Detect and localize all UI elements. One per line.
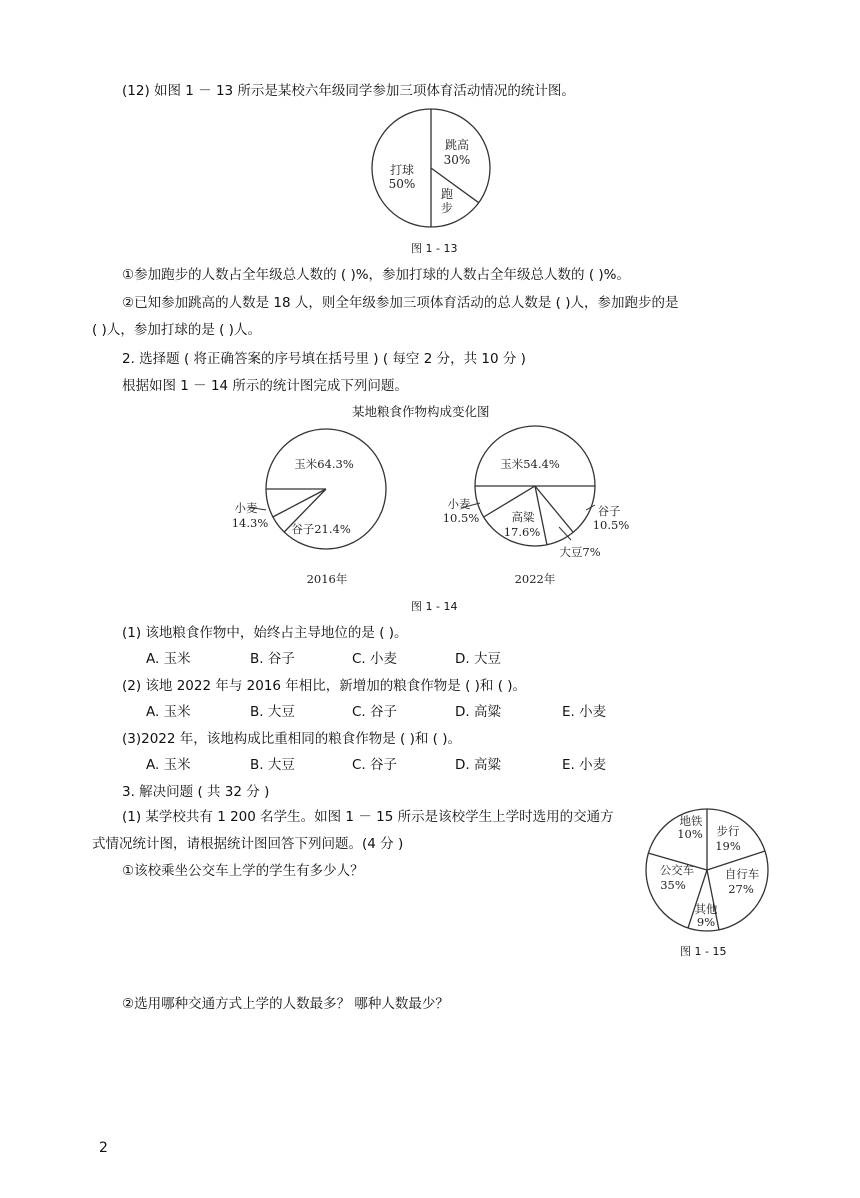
sec2-title: 2. 选择题 ( 将正确答案的序号填在括号里 ) ( 每空 2 分，共 10 分 ) bbox=[122, 351, 526, 367]
pie2022-wheat-name: 小麦 bbox=[447, 497, 471, 511]
sec2-q3-opt-d: D. 高粱 bbox=[455, 757, 501, 773]
pie2022-corn: 玉米54.4% bbox=[500, 457, 560, 471]
pie2022-sorghum-name: 高粱 bbox=[511, 510, 535, 524]
caption-1-15: 图 1 - 15 bbox=[680, 945, 727, 958]
sec2-q3-opt-c: C. 谷子 bbox=[352, 757, 398, 773]
sec2-q2: (2) 该地 2022 年与 2016 年相比，新增加的粮食作物是 ( )和 ( )。 bbox=[122, 678, 527, 694]
pie2016-millet: 谷子21.4% bbox=[291, 522, 351, 536]
sec2-q2-opt-e: E. 小麦 bbox=[562, 704, 607, 720]
pie2022-millet-pct: 10.5% bbox=[592, 518, 630, 532]
q12-line2: ②已知参加跳高的人数是 18 人，则全年级参加三项体育活动的总人数是 ( )人，参加跑步的是 bbox=[122, 295, 679, 311]
sec3-q2: ②选用哪种交通方式上学的人数最多？ 哪种人数最少？ bbox=[122, 996, 449, 1012]
sec2-q3-opt-b: B. 大豆 bbox=[250, 757, 295, 773]
sec2-q1-opt-c: C. 小麦 bbox=[352, 651, 398, 667]
pie2022-wheat-pct: 10.5% bbox=[442, 511, 480, 525]
pie2016-wheat-pct: 14.3% bbox=[231, 516, 269, 530]
sec2-q3-opt-e: E. 小麦 bbox=[562, 757, 607, 773]
sec2-q3: (3)2022 年，该地构成比重相同的粮食作物是 ( )和 ( )。 bbox=[122, 731, 462, 747]
pie3-subway-pct: 10% bbox=[677, 827, 703, 841]
sec2-q1-opt-b: B. 谷子 bbox=[250, 651, 295, 667]
pie3-subway-name: 地铁 bbox=[679, 814, 703, 828]
pie-chart-1-15 bbox=[645, 808, 769, 932]
sec3-title: 3. 解决问题 ( 共 32 分 ) bbox=[122, 784, 270, 800]
pie3-other-name: 其他 bbox=[694, 902, 718, 916]
pie2016-year: 2016年 bbox=[306, 572, 348, 586]
chart-title: 某地粮食作物构成变化图 bbox=[352, 404, 490, 419]
pie-label-paobu-1: 跑 bbox=[440, 187, 454, 201]
pie-chart-2022 bbox=[435, 428, 635, 598]
caption-1-13: 图 1 - 13 bbox=[411, 242, 458, 255]
q12-line1: ①参加跑步的人数占全年级总人数的 ( )%，参加打球的人数占全年级总人数的 ( )%。 bbox=[122, 267, 630, 283]
pie-chart-1-13 bbox=[371, 108, 491, 228]
page-number: 2 bbox=[99, 1140, 108, 1156]
pie2022-year: 2022年 bbox=[514, 572, 556, 586]
q12-line3: ( )人，参加打球的是 ( )人。 bbox=[92, 322, 261, 338]
pie2016-corn: 玉米64.3% bbox=[294, 457, 354, 471]
pie2022-millet-name: 谷子 bbox=[597, 504, 621, 518]
sec2-q1: (1) 该地粮食作物中，始终占主导地位的是 ( )。 bbox=[122, 625, 408, 641]
sec3-q1: ①该校乘坐公交车上学的学生有多少人？ bbox=[122, 863, 364, 879]
pie3-bike-pct: 27% bbox=[728, 882, 754, 896]
q12-text: (12) 如图 1 － 13 所示是某校六年级同学参加三项体育活动情况的统计图。 bbox=[122, 83, 575, 99]
sec2-intro: 根据如图 1 － 14 所示的统计图完成下列问题。 bbox=[122, 378, 408, 394]
pie3-walk-pct: 19% bbox=[715, 839, 741, 853]
pie3-bus-name: 公交车 bbox=[659, 863, 695, 877]
pie2022-sorghum-pct: 17.6% bbox=[503, 525, 541, 539]
pie-label-daqiu: 打球 bbox=[389, 163, 415, 177]
pie3-walk-name: 步行 bbox=[716, 824, 740, 838]
caption-1-14: 图 1 - 14 bbox=[411, 600, 458, 613]
pie-label-tiaogao: 跳高 bbox=[444, 138, 470, 152]
pie-chart-2016 bbox=[226, 428, 426, 598]
sec2-q1-opt-a: A. 玉米 bbox=[146, 651, 191, 667]
pie3-bike-name: 自行车 bbox=[724, 867, 760, 881]
pie2016-wheat-name: 小麦 bbox=[234, 501, 258, 515]
sec2-q3-opt-a: A. 玉米 bbox=[146, 757, 191, 773]
pie3-bus-pct: 35% bbox=[660, 878, 686, 892]
sec2-q2-opt-a: A. 玉米 bbox=[146, 704, 191, 720]
pie-label-paobu-2: 步 bbox=[440, 201, 454, 215]
pie-pct-tiaogao: 30% bbox=[443, 153, 471, 167]
sec3-p2: 式情况统计图，请根据统计图回答下列问题。(4 分 ) bbox=[92, 836, 404, 852]
sec2-q2-opt-b: B. 大豆 bbox=[250, 704, 295, 720]
sec2-q2-opt-d: D. 高粱 bbox=[455, 704, 501, 720]
sec2-q1-opt-d: D. 大豆 bbox=[455, 651, 501, 667]
pie3-other-pct: 9% bbox=[696, 915, 716, 929]
sec2-q2-opt-c: C. 谷子 bbox=[352, 704, 398, 720]
sec3-p1: (1) 某学校共有 1 200 名学生。如图 1 － 15 所示是该校学生上学时选用的交通方 bbox=[122, 809, 614, 825]
pie-pct-daqiu: 50% bbox=[388, 177, 416, 191]
pie2022-soy: 大豆7% bbox=[559, 545, 601, 559]
